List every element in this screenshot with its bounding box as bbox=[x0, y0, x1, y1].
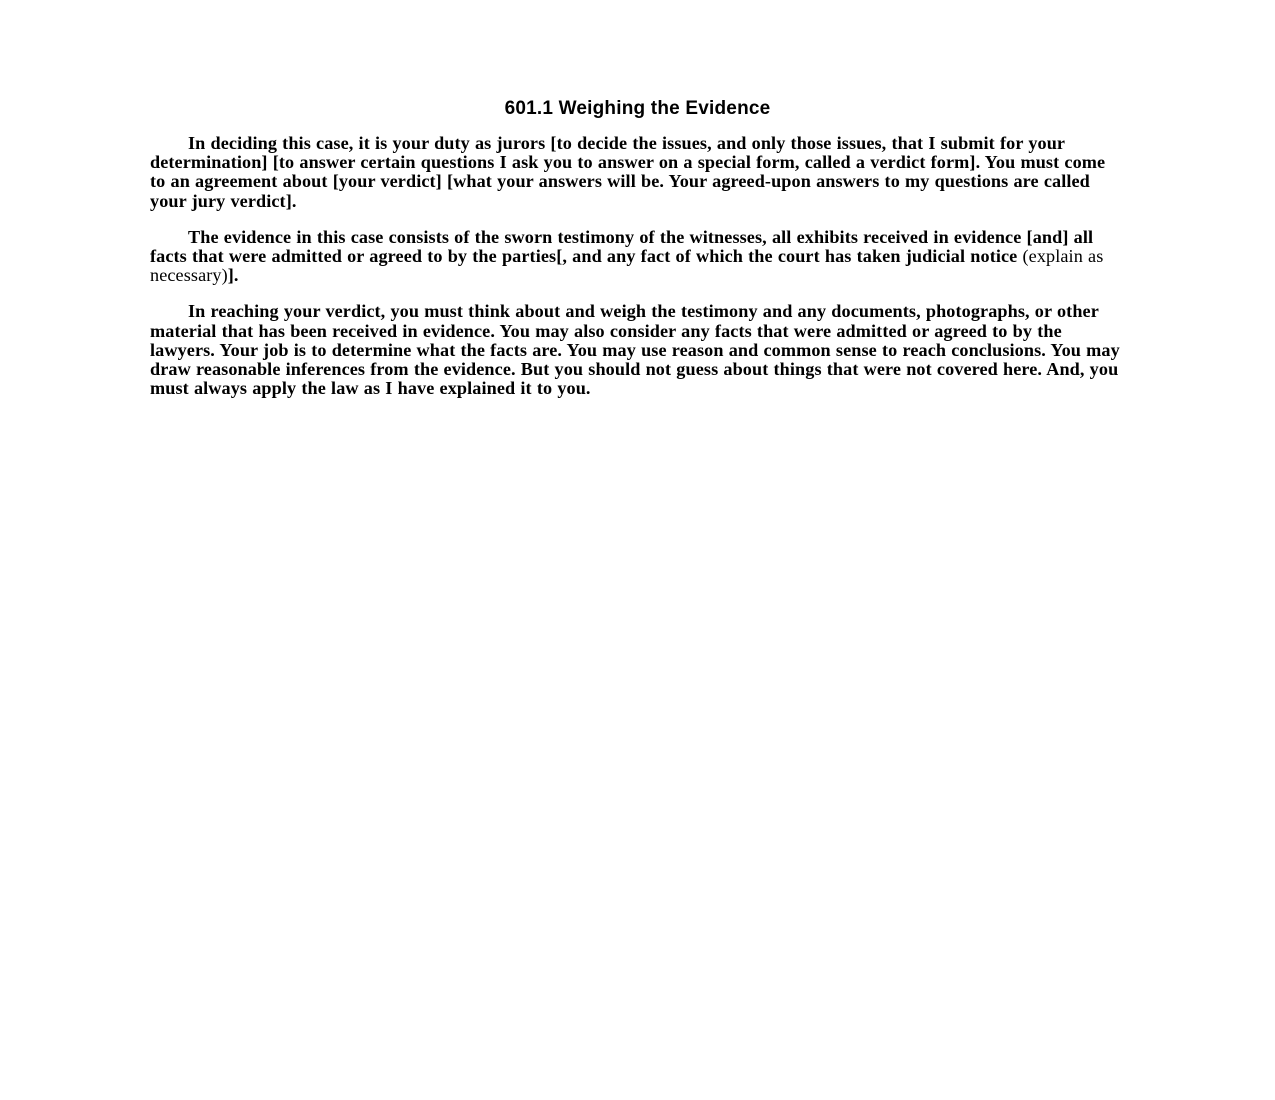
paragraph-duty-of-jurors: In deciding this case, it is your duty as jurors [to decide the issues, and only those issues, that I submit for your determination] [to answer certain questions I ask you to answer on a special form, called a verdict form]. You must come to an agreement about [your verdict] [what your answers will be. Your agreed-upon answers to my questions are called your jury verdict]. bbox=[150, 133, 1106, 211]
paragraph-reaching-verdict: In reaching your verdict, you must think about and weigh the testimony and any documents, photographs, or other material that has been received in evidence. You may also consider any facts that were admitted or agreed to by the lawyers. Your job is to determine what the facts are. You may use reason and common sense to reach conclusions. You may draw reasonable inferences from the evidence. But you should not guess about things that were not covered here. And, you must always apply the law as I have explained it to you. bbox=[150, 301, 1120, 399]
page-title: 601.1 Weighing the Evidence bbox=[504, 98, 771, 119]
paragraph-evidence-definition bbox=[150, 228, 1125, 286]
paragraph-evidence-closing: ]. bbox=[227, 265, 239, 286]
parenthetical-note: (explain as necessary) bbox=[150, 246, 1104, 286]
document-page bbox=[150, 96, 1125, 415]
paragraph-evidence-text: The evidence in this case consists of the sworn testimony of the witnesses, all exhibits received in evidence [and] all facts that were admitted or agreed to by the parties[, and any fact of which the court has taken judicial notice bbox=[150, 226, 1094, 267]
